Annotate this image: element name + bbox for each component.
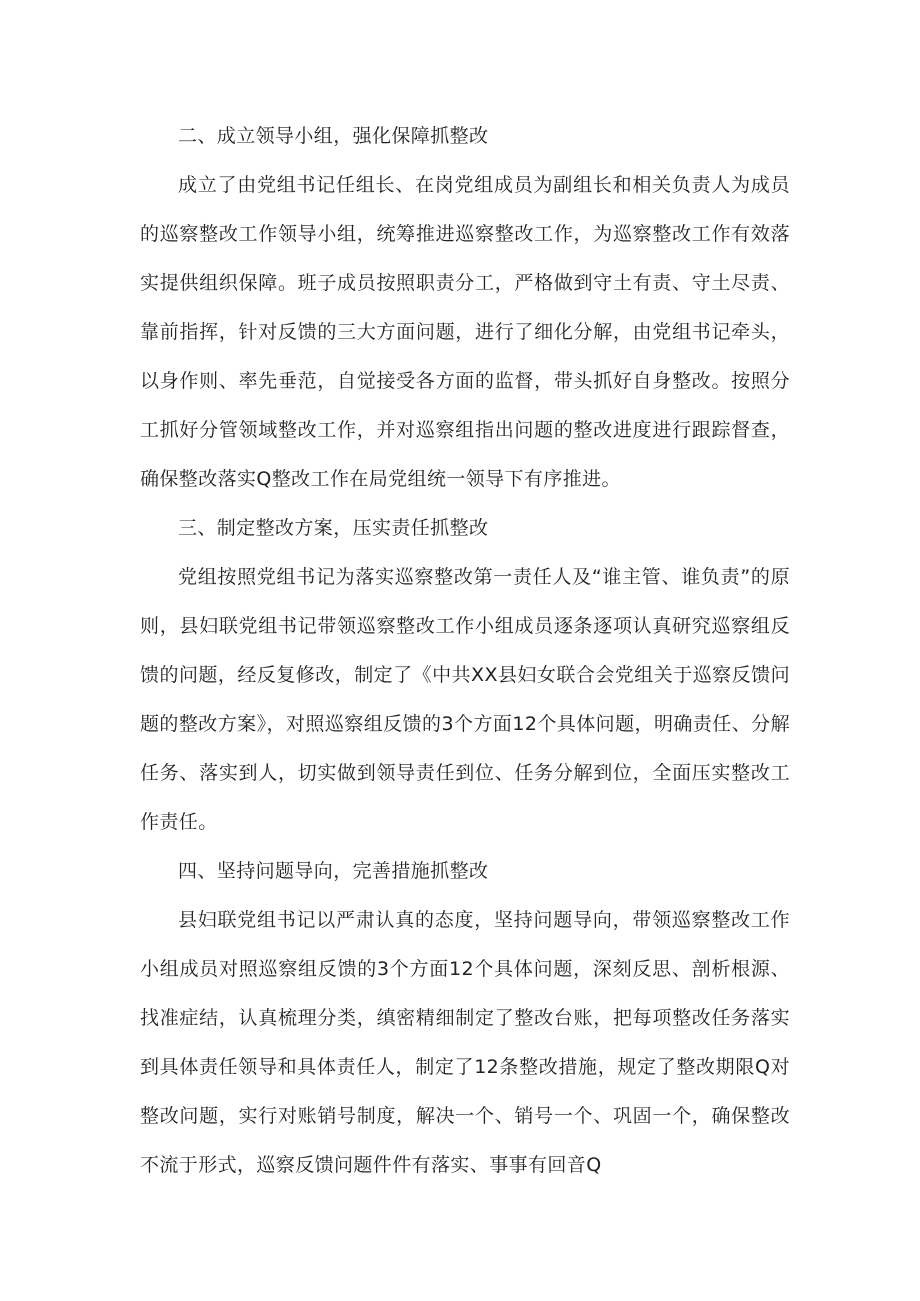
section-paragraph-4: 县妇联党组书记以严肃认真的态度，坚持问题导向，带领巡察整改工作小组成员对照巡察组反馈的3个方面12个具体问题，深刻反思、剖析根源、找准症结，认真梳理分类，缜密精细制定了整改台账，把每项整改任务落实到具体责任领导和具体责任人，制定了12条整改措施，规定了整改期限Q对整改问题，实行对账销号制度，解决一个、销号一个、巩固一个，确保整改不流于形式，巡察反馈问题件件有落实、事事有回音Q (140, 909, 790, 1176)
section-heading-4: 四、坚持问题导向，完善措施抓整改 (178, 860, 489, 882)
section-heading-2: 二、成立领导小组，强化保障抓整改 (178, 125, 489, 147)
document-body (140, 112, 790, 1190)
section-paragraph-3: 党组按照党组书记为落实巡察整改第一责任人及“谁主管、谁负责”的原则，县妇联党组书记带领巡察整改工作小组成员逐条逐项认真研究巡察组反馈的问题，经反复修改，制定了《中共XX县妇女联合会党组关于巡察反馈问题的整改方案》，对照巡察组反馈的3个方面12个具体问题，明确责任、分解任务、落实到人，切实做到领导责任到位、任务分解到位，全面压实整改工作责任。 (140, 566, 790, 833)
section-paragraph-2: 成立了由党组书记任组长、在岗党组成员为副组长和相关负责人为成员的巡察整改工作领导小组，统筹推进巡察整改工作，为巡察整改工作有效落实提供组织保障。班子成员按照职责分工，严格做到守土有责、守土尽责、靠前指挥，针对反馈的三大方面问题，进行了细化分解，由党组书记牵头，以身作则、率先垂范，自觉接受各方面的监督，带头抓好自身整改。按照分工抓好分管领域整改工作，并对巡察组指出问题的整改进度进行跟踪督查，确保整改落实Q整改工作在局党组统一领导下有序推进。 (140, 174, 790, 490)
section-heading-3: 三、制定整改方案，压实责任抓整改 (178, 517, 489, 539)
